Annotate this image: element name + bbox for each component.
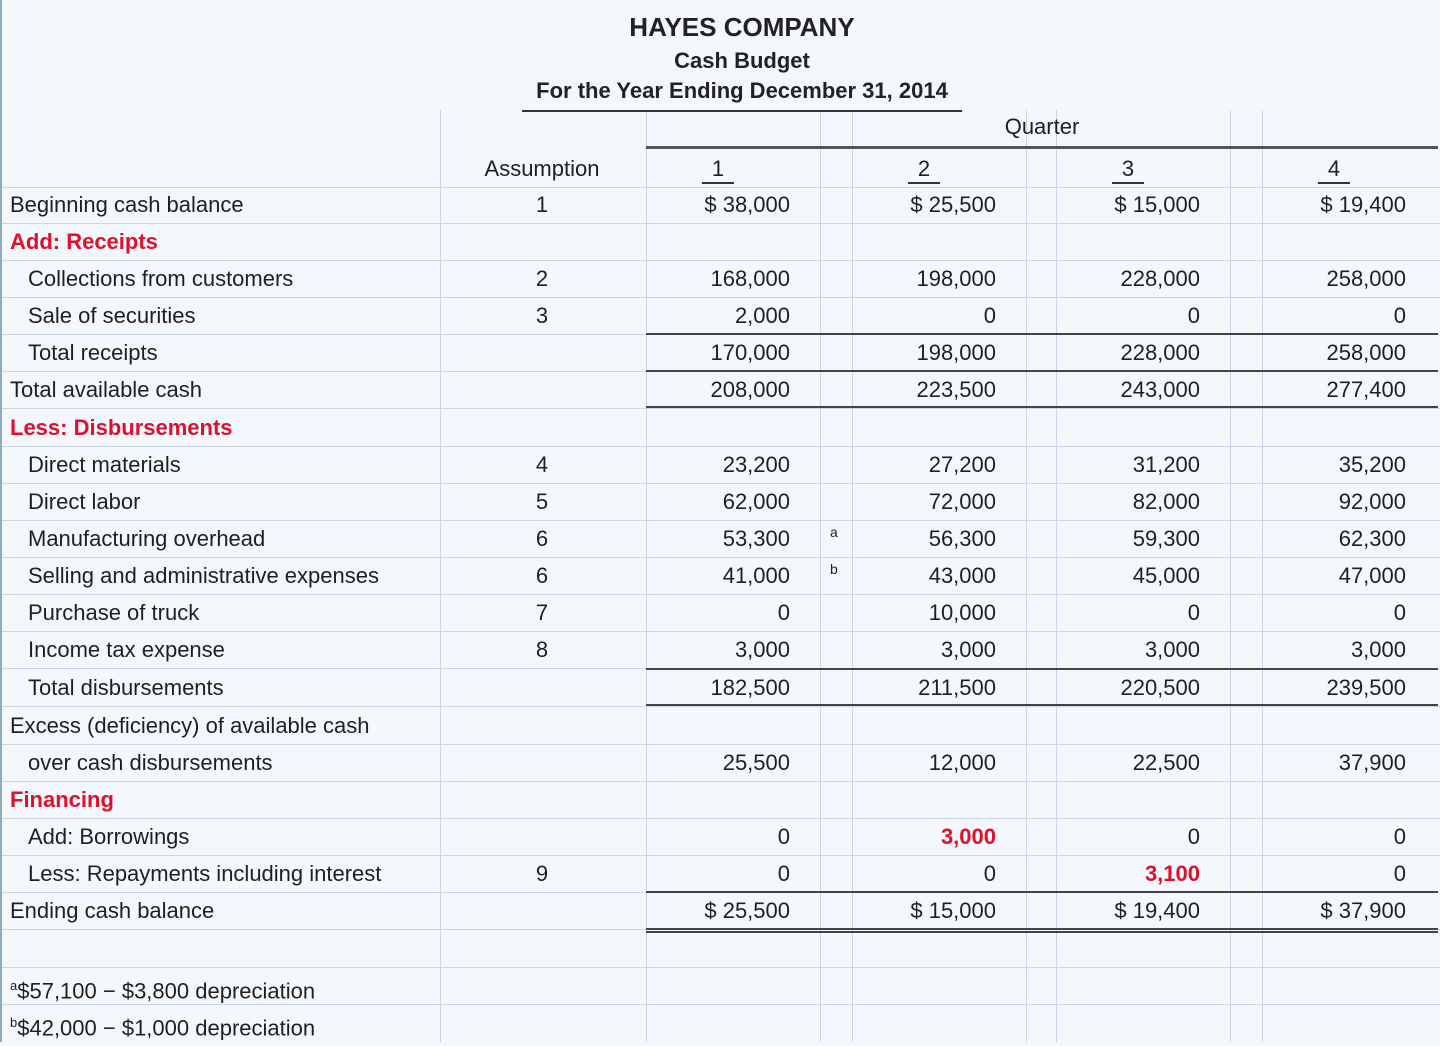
q2-value: 3,000 — [940, 637, 996, 662]
assumption-cell: 6 — [535, 526, 549, 551]
q4-value: 0 — [1393, 303, 1406, 328]
row-label: Selling and administrative expenses — [28, 563, 379, 588]
table-row — [2, 855, 1440, 893]
q4-value: 0 — [1393, 861, 1406, 886]
q2-value: 0 — [983, 303, 996, 328]
quarter-label: Quarter — [1004, 114, 1080, 139]
q3-value: 22,500 — [1132, 750, 1200, 775]
assumption-cell: 3 — [535, 303, 549, 328]
assumption-cell: 7 — [535, 600, 549, 625]
q3-value: 243,000 — [1120, 377, 1200, 402]
table-header-row — [2, 150, 1440, 188]
q4-value: 258,000 — [1326, 340, 1406, 365]
row-label: Purchase of truck — [28, 600, 200, 625]
table-row — [2, 297, 1440, 335]
q1-value: 62,000 — [722, 489, 790, 514]
quarter-2-header: 2 — [852, 150, 996, 187]
q2-value: 72,000 — [928, 489, 996, 514]
q2-value: 198,000 — [916, 266, 996, 291]
row-label: Direct materials — [28, 452, 181, 477]
row-label: Ending cash balance — [10, 898, 215, 923]
section-label: Add: Receipts — [10, 229, 158, 254]
table-row — [2, 371, 1440, 409]
table-row — [2, 818, 1440, 856]
row-label: Less: Repayments including interest — [28, 861, 382, 886]
q4-value: 239,500 — [1326, 675, 1406, 700]
q1-value: 53,300 — [722, 526, 790, 551]
q4-value: 3,000 — [1350, 637, 1406, 662]
q3-value: $ 15,000 — [1114, 192, 1200, 217]
assumption-cell: 8 — [535, 637, 549, 662]
quarter-4-header: 4 — [1262, 150, 1406, 187]
table-row — [2, 520, 1440, 558]
section-label: Less: Disbursements — [10, 415, 233, 440]
q2-value: 211,500 — [918, 675, 996, 700]
footnote-row — [2, 1004, 1440, 1041]
assumption-cell: 9 — [535, 861, 549, 886]
row-label: Total receipts — [28, 340, 158, 365]
company-title: HAYES COMPANY — [629, 12, 855, 42]
q4-value: 92,000 — [1338, 489, 1406, 514]
table-row — [2, 260, 1440, 298]
quarter-1-header: 1 — [646, 150, 790, 187]
section-label: Financing — [10, 787, 114, 812]
q3-value: 220,500 — [1120, 675, 1200, 700]
table-row — [2, 186, 1440, 224]
q3-value: 228,000 — [1120, 340, 1200, 365]
table-row — [2, 744, 1440, 782]
q3-value: 0 — [1187, 600, 1200, 625]
q2-value: 0 — [983, 861, 996, 886]
q4-value: 37,900 — [1338, 750, 1406, 775]
q2-value: 12,000 — [928, 750, 996, 775]
table-row — [2, 631, 1440, 669]
row-label: Manufacturing overhead — [28, 526, 266, 551]
q2-value: $ 25,500 — [910, 192, 996, 217]
assumption-cell: 5 — [535, 489, 549, 514]
table-row — [2, 707, 1440, 745]
q1-value: 41,000 — [722, 563, 790, 588]
q1-value: 2,000 — [734, 303, 790, 328]
row-label: Excess (deficiency) of available cash — [10, 713, 370, 738]
table-row — [2, 483, 1440, 521]
q1-value: $ 38,000 — [704, 192, 790, 217]
q1-value: 0 — [777, 861, 790, 886]
q4-value: 0 — [1393, 600, 1406, 625]
q1-value: 3,000 — [734, 637, 790, 662]
q1-value: 25,500 — [722, 750, 790, 775]
q1-value: 170,000 — [710, 340, 790, 365]
q1-value: $ 25,500 — [704, 898, 790, 923]
footnote-marker-a: a — [830, 524, 838, 540]
section-row — [2, 223, 1440, 261]
row-label: Total disbursements — [28, 675, 224, 700]
q4-value: $ 37,900 — [1320, 898, 1406, 923]
row-label: Income tax expense — [28, 637, 225, 662]
assumption-cell: 6 — [535, 563, 549, 588]
q1-value: 0 — [777, 600, 790, 625]
q4-value: 62,300 — [1338, 526, 1406, 551]
total-rule — [646, 406, 1438, 408]
q2-value: 27,200 — [928, 452, 996, 477]
q3-value: 3,100 — [1144, 861, 1200, 886]
q4-value: 47,000 — [1338, 563, 1406, 588]
row-label: Sale of securities — [28, 303, 196, 328]
q1-value: 0 — [777, 824, 790, 849]
report-period: For the Year Ending December 31, 2014 — [522, 78, 962, 112]
row-label: Direct labor — [28, 489, 141, 514]
table-row — [2, 892, 1440, 930]
report-title: Cash Budget — [674, 48, 810, 73]
q3-value: 59,300 — [1132, 526, 1200, 551]
quarter-rule — [646, 146, 1438, 149]
assumption-header: Assumption — [484, 156, 600, 181]
total-rule — [646, 704, 1438, 706]
assumption-cell: 1 — [535, 192, 549, 217]
section-row — [2, 781, 1440, 819]
q1-value: 23,200 — [722, 452, 790, 477]
q4-value: 258,000 — [1326, 266, 1406, 291]
footnote-b: $^b$\$42,000 − $1,000 depreciation — [10, 1015, 316, 1041]
q2-value: 56,300 — [928, 526, 996, 551]
q3-value: 31,200 — [1132, 452, 1200, 477]
table-row — [2, 669, 1440, 707]
q4-value: 35,200 — [1338, 452, 1406, 477]
q4-value: 277,400 — [1326, 377, 1406, 402]
row-label: Collections from customers — [28, 266, 294, 291]
q2-value: 223,500 — [916, 377, 996, 402]
table-row — [2, 446, 1440, 484]
quarter-3-header: 3 — [1056, 150, 1200, 187]
q2-value: 43,000 — [928, 563, 996, 588]
row-label-continued: over cash disbursements — [28, 750, 273, 775]
q1-value: 182,500 — [710, 675, 790, 700]
q3-value: 45,000 — [1132, 563, 1200, 588]
q1-value: 168,000 — [710, 266, 790, 291]
q3-value: $ 19,400 — [1114, 898, 1200, 923]
row-label: Beginning cash balance — [10, 192, 244, 217]
q4-value: 0 — [1393, 824, 1406, 849]
q3-value: 0 — [1187, 824, 1200, 849]
q2-value: $ 15,000 — [910, 898, 996, 923]
footnote-marker-b: b — [830, 561, 838, 577]
row-label: Add: Borrowings — [28, 824, 190, 849]
q2-value: 3,000 — [940, 824, 996, 849]
q1-value: 208,000 — [710, 377, 790, 402]
q3-value: 3,000 — [1144, 637, 1200, 662]
assumption-cell: 4 — [535, 452, 549, 477]
q3-value: 82,000 — [1132, 489, 1200, 514]
footnote-row — [2, 967, 1440, 1005]
q4-value: $ 19,400 — [1320, 192, 1406, 217]
table-row — [2, 334, 1440, 372]
q2-value: 10,000 — [928, 600, 996, 625]
table-row — [2, 594, 1440, 632]
blank-row — [2, 930, 1440, 968]
q2-value: 198,000 — [916, 340, 996, 365]
q3-value: 0 — [1187, 303, 1200, 328]
table-row — [2, 557, 1440, 595]
q3-value: 228,000 — [1120, 266, 1200, 291]
assumption-cell: 2 — [535, 266, 549, 291]
section-row — [2, 409, 1440, 447]
footnote-a: $^a$\$57,100 − $3,800 depreciation — [10, 978, 316, 1004]
row-label: Total available cash — [10, 377, 203, 402]
